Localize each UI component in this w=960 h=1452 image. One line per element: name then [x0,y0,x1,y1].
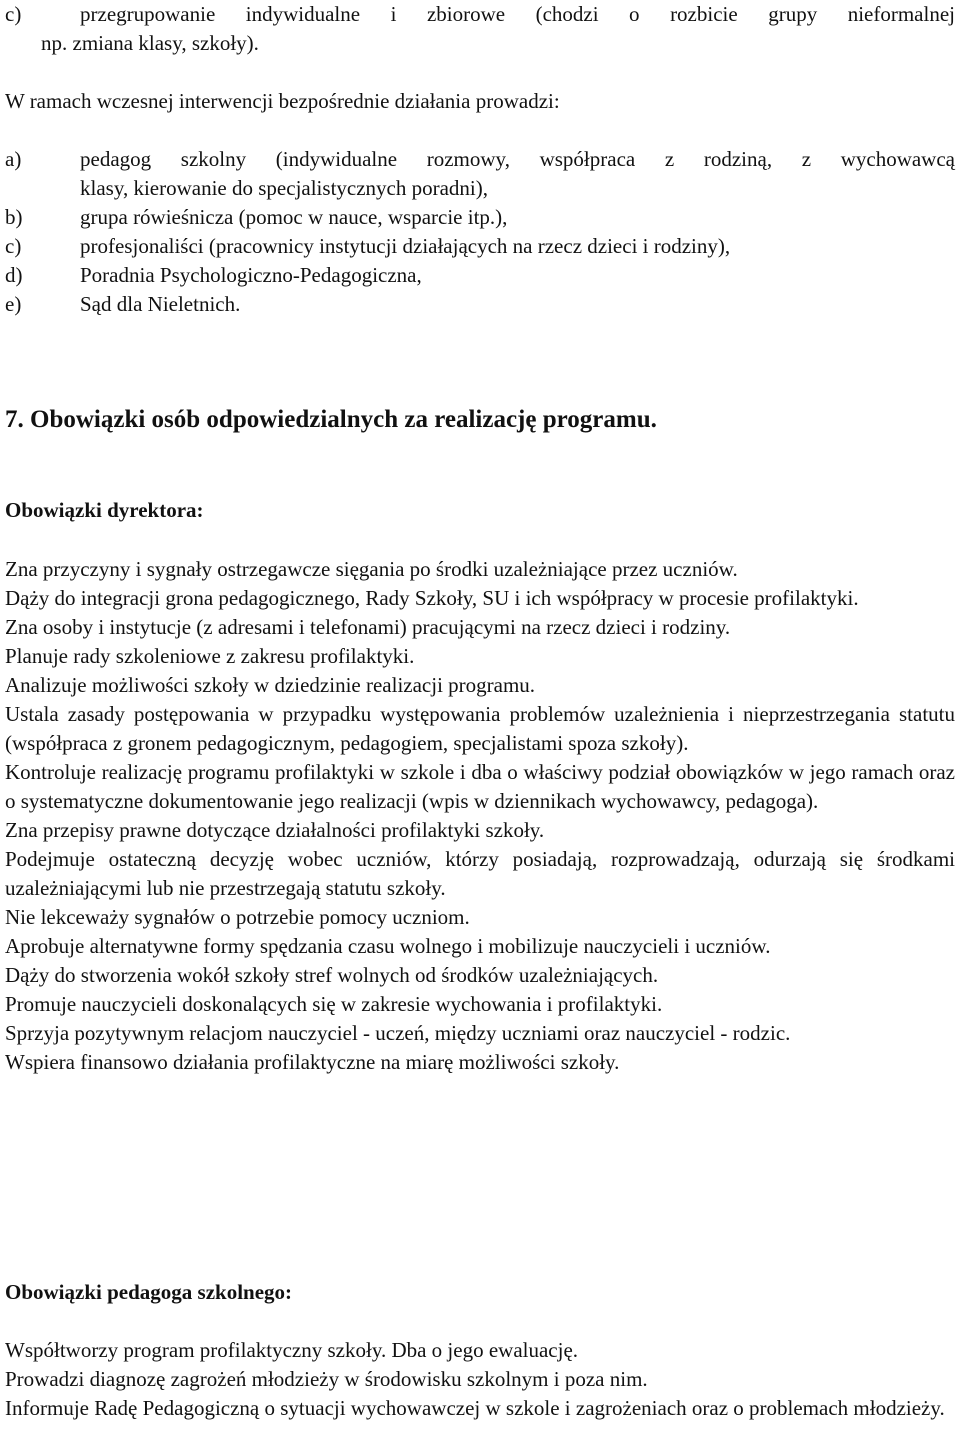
duty-item: Wspiera finansowo działania profilaktyczne na miarę możliwości szkoły. [5,1050,620,1074]
duty-item: Planuje rady szkoleniowe z zakresu profilaktyki. [5,644,415,668]
director-duties [5,555,955,1077]
section-heading: 7. Obowiązki osób odpowiedzialnych za realizację programu. [5,406,657,433]
duty-item: Aprobuje alternatywne formy spędzania czasu wolnego i mobilizuje nauczycieli i uczniów. [5,934,771,958]
duty-item: Dąży do integracji grona pedagogicznego, Rady Szkoły, SU i ich współpracy w procesie profilaktyki. [5,586,859,610]
list-marker: c) [5,2,22,26]
duty-item: Zna przyczyny i sygnały ostrzegawcze sięgania po środki uzależniające przez uczniów. [5,557,738,581]
duty-item: Analizuje możliwości szkoły w dziedzinie realizacji programu. [5,673,536,697]
duty-item: Zna przepisy prawne dotyczące działalności profilaktyki szkoły. [5,818,545,842]
duty-item: Ustala zasady postępowania w przypadku występowania problemów uzależnienia i nieprzestrzegania statutu (współpraca z gronem pedagogicznym, pedagogiem, specjalistami spoza szkoły). [5,702,955,755]
duty-item: Prowadzi diagnozę zagrożeń młodzieży w środowisku szkolnym i poza nim. [5,1367,648,1391]
duty-item: Promuje nauczycieli doskonalących się w zakresie wychowania i profilaktyki. [5,992,663,1016]
duty-item: Informuje Radę Pedagogiczną o sytuacji wychowawczej w szkole i zagrożeniach oraz o problemach młodzieży. [5,1396,945,1420]
duty-item: Zna osoby i instytucje (z adresami i telefonami) pracującymi na rzecz dzieci i rodziny. [5,615,731,639]
duty-item: Kontroluje realizację programu profilaktyki w szkole i dba o właściwy podział obowiązków w jego ramach oraz o systematyczne dokumentowanie jego realizacji (wpis w dziennikach wychowawcy, pedagoga). [5,760,955,813]
duty-item: Sprzyja pozytywnym relacjom nauczyciel - uczeń, między uczniami oraz nauczyciel - rodzic. [5,1021,791,1045]
early-intervention-intro: W ramach wczesnej interwencji bezpośrednie działania prowadzi: [5,89,560,113]
duty-item: Dąży do stworzenia wokół szkoły stref wolnych od środków uzależniających. [5,963,659,987]
pedagogue-duties [5,1336,955,1423]
list-item: d) Poradnia Psychologiczno-Pedagogiczna, [5,263,422,287]
list-item-text: przegrupowanie indywidualne i zbiorowe (chodzi o rozbicie grupy nieformalnej np. zmiana klasy, szkoły). [41,2,955,55]
duty-item: Nie lekceważy sygnałów o potrzebie pomocy uczniom. [5,905,470,929]
list-item: c) profesjonaliści (pracownicy instytucji działających na rzecz dzieci i rodziny), [5,234,731,258]
list-item: b) grupa rówieśnicza (pomoc w nauce, wsparcie itp.), [5,205,508,229]
duty-item: Współtworzy program profilaktyczny szkoły. Dba o jego ewaluację. [5,1338,579,1362]
list-item [5,0,955,55]
pedagogue-heading: Obowiązki pedagoga szkolnego: [5,1280,293,1304]
list-item: e) Sąd dla Nieletnich. [5,292,241,316]
duty-item: Podejmuje ostateczną decyzję wobec uczniów, którzy posiadają, rozprowadzają, odurzają się środkami uzależniającymi lub nie przestrzegają statutu szkoły. [5,847,955,900]
list-item: a) pedagog szkolny (indywidualne rozmowy, współpraca z rodziną, z wychowawcą klasy, kierowanie do specjalistycznych poradni), [5,147,955,200]
director-heading: Obowiązki dyrektora: [5,498,204,522]
